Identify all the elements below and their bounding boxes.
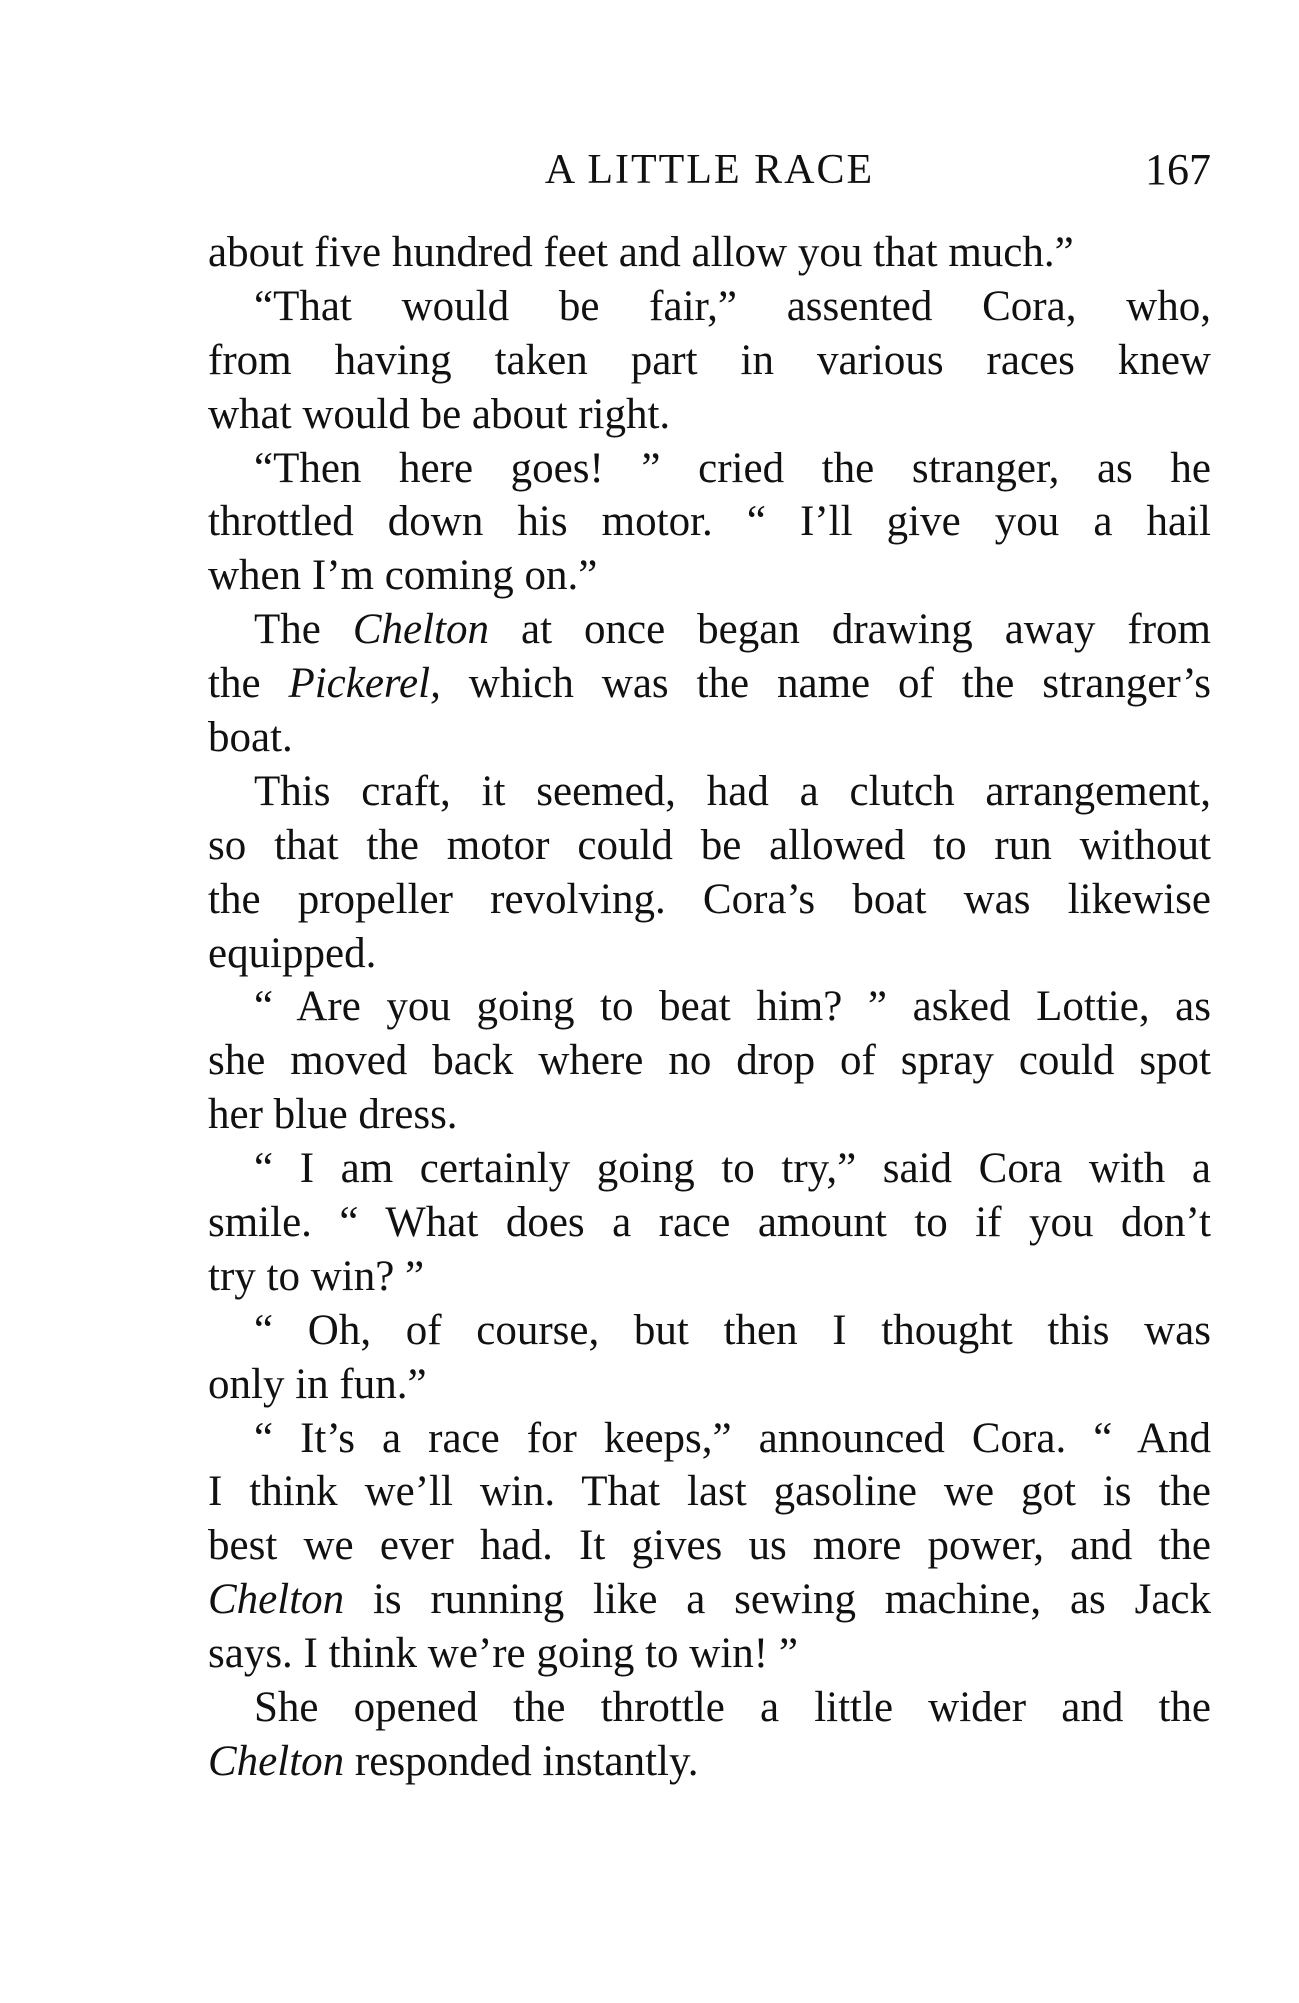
text-line: “ Are you going to beat him? ” asked Lottie, as	[254, 983, 1211, 1031]
text-line: smile. “ What does a race amount to if you don’t	[208, 1199, 1211, 1247]
italic-text: Chelton	[352, 606, 490, 654]
text-line: try to win? ”	[208, 1252, 425, 1300]
text-line	[208, 1735, 1211, 1789]
text-line: “ I am certainly going to try,” said Cora with a	[254, 1145, 1211, 1193]
text-line: I think we’ll win. That last gasoline we got is the	[208, 1468, 1211, 1516]
text-line: boat.	[208, 714, 293, 762]
text-line: only in fun.”	[208, 1360, 427, 1408]
text-line: throttled down his motor. “ I’ll give you a hail	[208, 498, 1211, 546]
text-segment: The	[254, 606, 353, 654]
page-number: 167	[1145, 145, 1211, 194]
text-segment: which was the name of the stranger’s	[440, 660, 1211, 708]
text-line: her blue dress.	[208, 1091, 458, 1139]
text-line: about five hundred feet and allow you that much.”	[208, 229, 1074, 276]
text-line: she moved back where no drop of spray could spot	[208, 1037, 1211, 1085]
text-line: “That would be fair,” assented Cora, who,	[254, 282, 1211, 330]
chapter-title: A LITTLE RACE	[544, 147, 875, 193]
running-head	[208, 140, 1211, 200]
text-line: what would be about right.	[208, 390, 671, 438]
text-segment: the	[208, 660, 289, 708]
text-line: “Then here goes! ” cried the stranger, as he	[254, 444, 1211, 492]
text-line: “ It’s a race for keeps,” announced Cora. “ And	[254, 1414, 1211, 1462]
text-segment: is running like a sewing machine, as Jack	[344, 1576, 1211, 1624]
text-line: best we ever had. It gives us more power, and the	[208, 1522, 1211, 1570]
italic-text: Chelton	[208, 1737, 345, 1785]
text-line	[208, 1573, 1211, 1627]
text-line: “ Oh, of course, but then I thought this was	[254, 1306, 1211, 1354]
text-line	[208, 603, 1211, 657]
italic-text: Pickerel,	[288, 660, 441, 708]
text-line: from having taken part in various races knew	[208, 336, 1211, 384]
text-line: She opened the throttle a little wider and the	[254, 1684, 1211, 1732]
text-line	[208, 657, 1211, 711]
text-segment: responded instantly.	[344, 1737, 699, 1785]
text-line: the propeller revolving. Cora’s boat was likewise	[208, 875, 1211, 923]
text-line: equipped.	[208, 929, 377, 977]
text-line: so that the motor could be allowed to run without	[208, 821, 1211, 869]
text-line: when I’m coming on.”	[208, 552, 598, 600]
body-text	[208, 226, 1211, 1789]
text-segment: at once began drawing away from	[489, 606, 1211, 654]
text-line: This craft, it seemed, had a clutch arrangement,	[254, 767, 1211, 815]
text-line: says. I think we’re going to win! ”	[208, 1630, 798, 1678]
italic-text: Chelton	[208, 1576, 345, 1624]
